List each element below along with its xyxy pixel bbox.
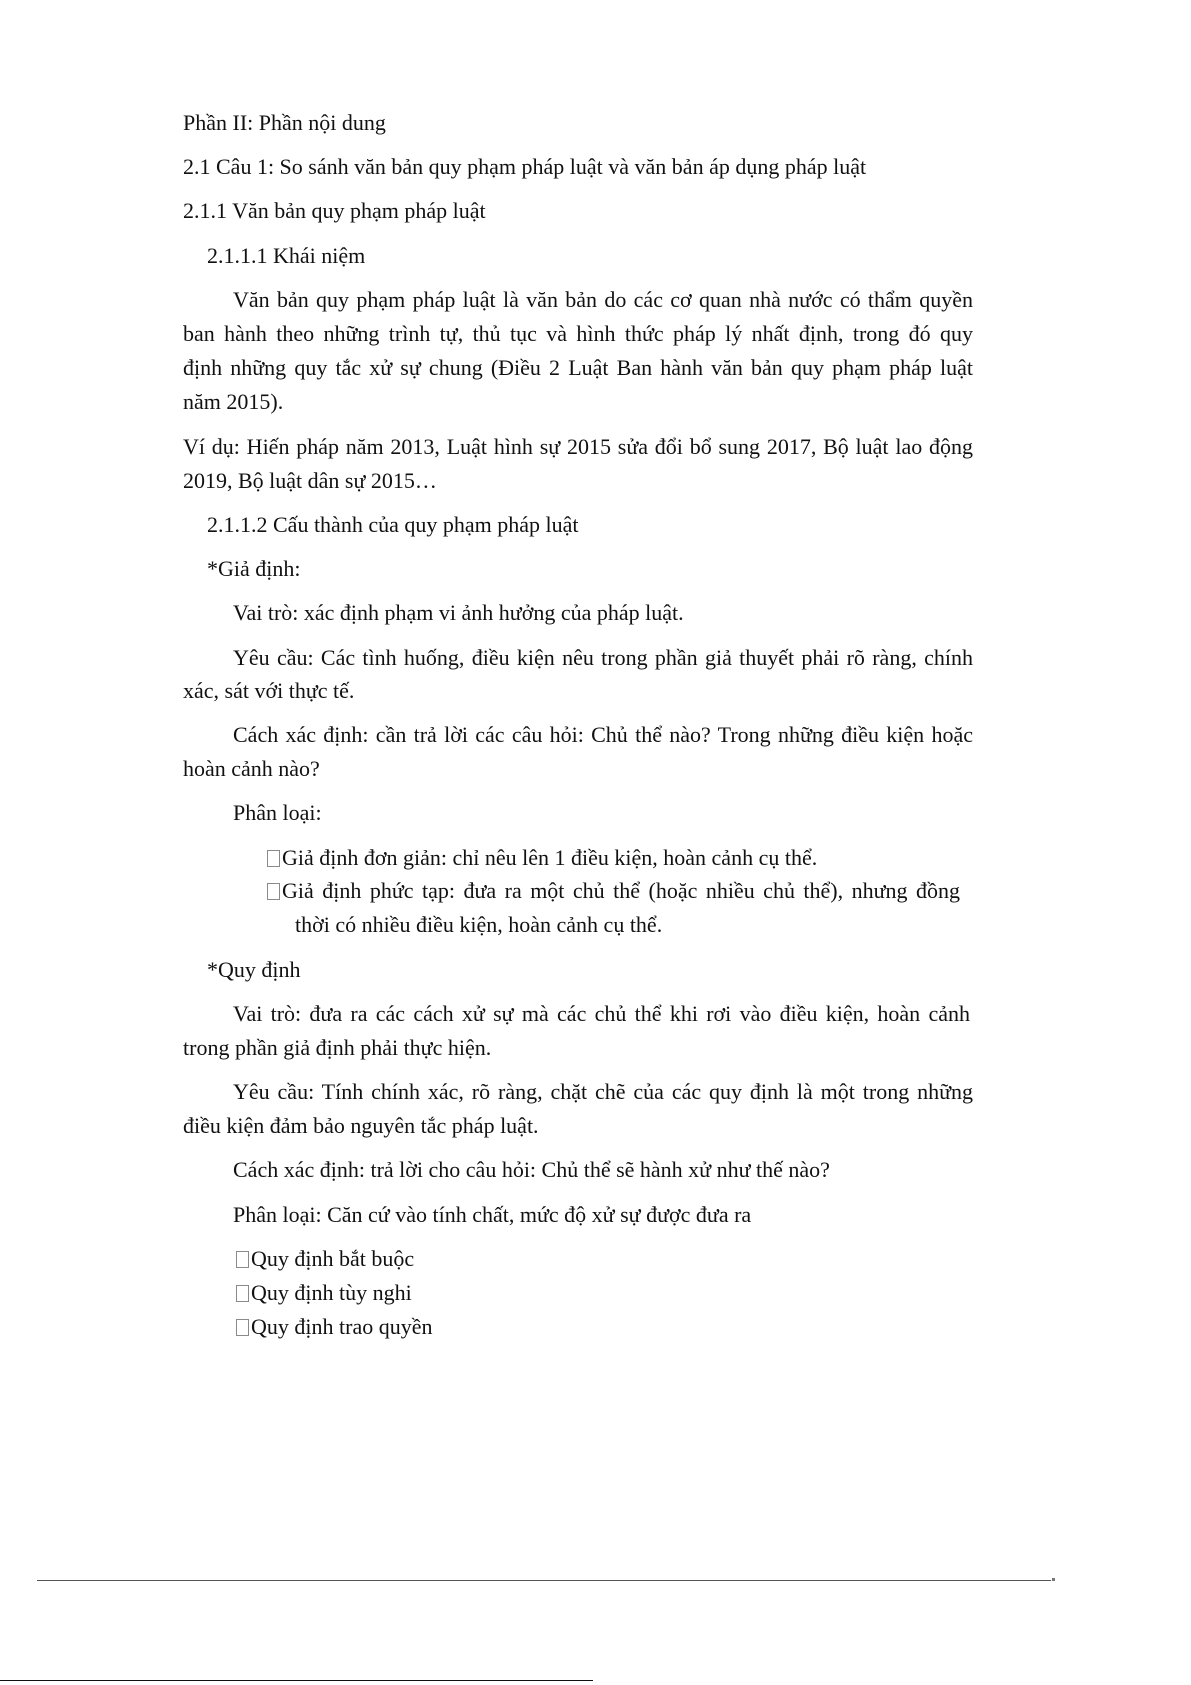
gia-dinh-cach-xac-dinh-line-1: Cách xác định: cần trả lời các câu hỏi: Chủ thể nào? Trong những điều kiện hoặc	[233, 722, 973, 747]
heading-question-1: 2.1 Câu 1: So sánh văn bản quy phạm pháp luật và văn bản áp dụng pháp luật	[183, 154, 867, 179]
quy-dinh-yeu-cau-line-1: Yêu cầu: Tính chính xác, rõ ràng, chặt chẽ của các quy định là một trong những	[233, 1079, 973, 1104]
quy-dinh-vai-tro-line-1: Vai trò: đưa ra các cách xử sự mà các chủ thể khi rơi vào điều kiện, hoàn cảnh	[233, 1001, 970, 1026]
heading-part: Phần II: Phần nội dung	[183, 110, 386, 135]
footer-divider-end-mark	[1052, 1578, 1055, 1581]
gia-dinh-bullet-2-text: Giả định phức tạp: đưa ra một chủ thể (hoặc nhiều chủ thể), nhưng đồng	[282, 878, 960, 903]
bullet-box-icon	[236, 1285, 249, 1302]
footer-divider	[37, 1580, 1051, 1581]
quy-dinh-vai-tro-line-2: trong phần giả định phải thực hiện.	[183, 1035, 492, 1060]
bullet-box-icon	[267, 850, 280, 867]
quy-dinh-bullet-3	[236, 1312, 432, 1342]
quy-dinh-yeu-cau-line-2: điều kiện đảm bảo nguyên tắc pháp luật.	[183, 1113, 539, 1138]
definition-line-4: năm 2015).	[183, 389, 284, 414]
page-bottom-rule	[0, 1680, 593, 1681]
gia-dinh-title: *Giả định:	[207, 556, 301, 581]
quy-dinh-bullet-3-text: Quy định trao quyền	[251, 1314, 433, 1339]
gia-dinh-vai-tro: Vai trò: xác định phạm vi ảnh hưởng của pháp luật.	[233, 600, 684, 625]
gia-dinh-bullet-2-line-1	[267, 876, 960, 906]
heading-2-1-1-2: 2.1.1.2 Cấu thành của quy phạm pháp luật	[207, 512, 579, 537]
bullet-box-icon	[236, 1251, 249, 1268]
gia-dinh-bullet-2-line-2: thời có nhiều điều kiện, hoàn cảnh cụ thể.	[295, 912, 663, 937]
definition-line-2: ban hành theo những trình tự, thủ tục và hình thức pháp lý nhất định, trong đó quy	[183, 321, 973, 346]
bullet-box-icon	[267, 883, 280, 900]
gia-dinh-yeu-cau-line-1: Yêu cầu: Các tình huống, điều kiện nêu trong phần giả thuyết phải rõ ràng, chính	[233, 645, 973, 670]
quy-dinh-bullet-2	[236, 1278, 412, 1308]
heading-2-1-1: 2.1.1 Văn bản quy phạm pháp luật	[183, 198, 486, 223]
quy-dinh-phan-loai: Phân loại: Căn cứ vào tính chất, mức độ xử sự được đưa ra	[233, 1202, 752, 1227]
definition-line-1: Văn bản quy phạm pháp luật là văn bản do các cơ quan nhà nước có thẩm quyền	[233, 287, 973, 312]
gia-dinh-yeu-cau-line-2: xác, sát với thực tế.	[183, 678, 355, 703]
gia-dinh-cach-xac-dinh-line-2: hoàn cảnh nào?	[183, 756, 320, 781]
quy-dinh-bullet-2-text: Quy định tùy nghi	[251, 1280, 412, 1305]
heading-2-1-1-1: 2.1.1.1 Khái niệm	[207, 243, 366, 268]
gia-dinh-bullet-1-text: Giả định đơn giản: chỉ nêu lên 1 điều kiện, hoàn cảnh cụ thể.	[282, 845, 818, 870]
bullet-box-icon	[236, 1319, 249, 1336]
gia-dinh-bullet-1	[267, 843, 817, 873]
definition-line-3: định những quy tắc xử sự chung (Điều 2 Luật Ban hành văn bản quy phạm pháp luật	[183, 355, 973, 380]
example-line-2: 2019, Bộ luật dân sự 2015…	[183, 468, 437, 493]
gia-dinh-phan-loai: Phân loại:	[233, 800, 322, 825]
quy-dinh-title: *Quy định	[207, 957, 301, 982]
quy-dinh-bullet-1-text: Quy định bắt buộc	[251, 1246, 415, 1271]
quy-dinh-bullet-1	[236, 1244, 414, 1274]
example-line-1: Ví dụ: Hiến pháp năm 2013, Luật hình sự 2015 sửa đổi bổ sung 2017, Bộ luật lao động	[183, 434, 973, 459]
quy-dinh-cach-xac-dinh: Cách xác định: trả lời cho câu hỏi: Chủ thể sẽ hành xử như thế nào?	[233, 1157, 830, 1182]
